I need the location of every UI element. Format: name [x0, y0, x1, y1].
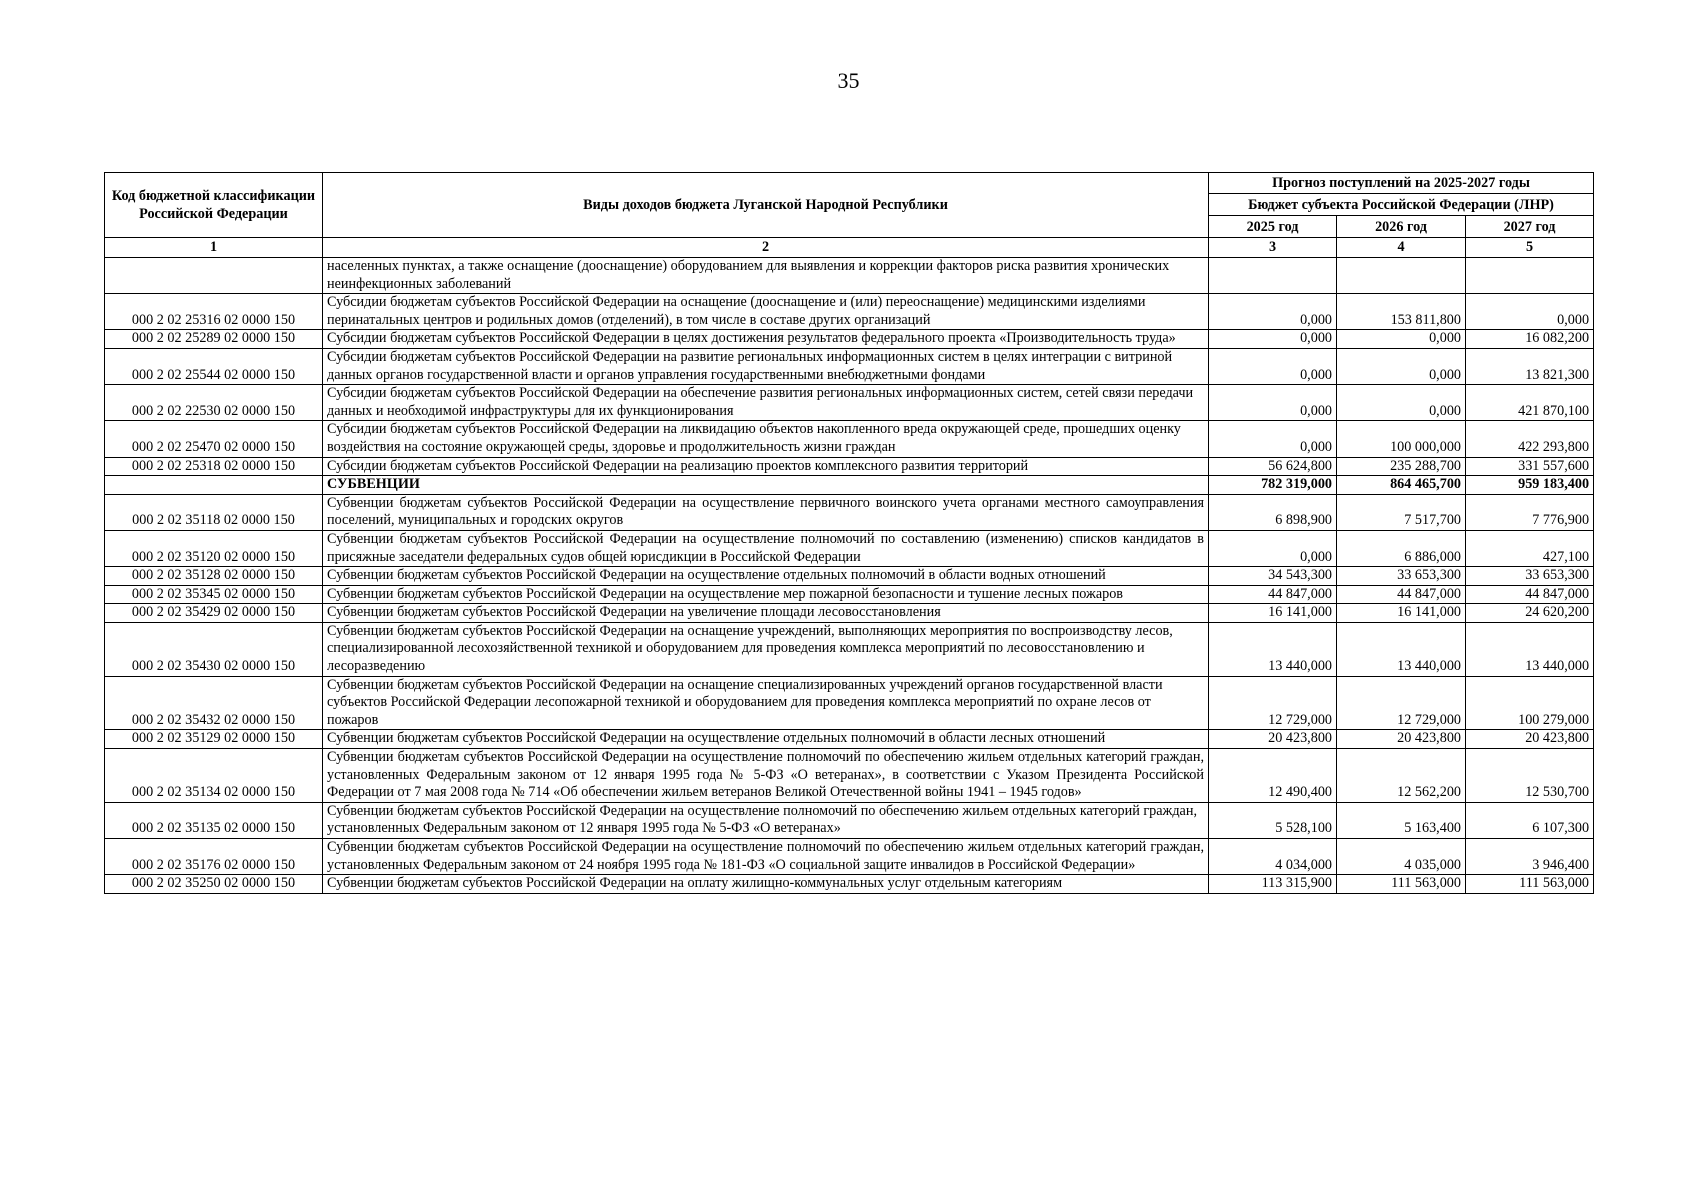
value-2025-cell: 12 490,400: [1209, 749, 1337, 803]
value-2027-cell: 421 870,100: [1466, 385, 1594, 421]
table-row: [105, 294, 1594, 330]
name-cell: Субвенции бюджетам субъектов Российской Федерации на оплату жилищно-коммунальных услуг отдельным категориям: [323, 875, 1209, 894]
value-2027-cell: 111 563,000: [1466, 875, 1594, 894]
column-number: 3: [1209, 238, 1337, 258]
header-name: Виды доходов бюджета Луганской Народной Республики: [323, 173, 1209, 238]
value-2026-cell: 13 440,000: [1337, 622, 1466, 676]
value-2026-cell: 864 465,700: [1337, 476, 1466, 495]
table-row: [105, 676, 1594, 730]
value-2026-cell: 0,000: [1337, 385, 1466, 421]
value-2026-cell: 12 729,000: [1337, 676, 1466, 730]
header-year-2026: 2026 год: [1337, 216, 1466, 238]
table-row: [105, 330, 1594, 349]
header-budget: Бюджет субъекта Российской Федерации (ЛНР): [1209, 194, 1594, 216]
value-2026-cell: 7 517,700: [1337, 494, 1466, 530]
name-cell: Субвенции бюджетам субъектов Российской Федерации на увеличение площади лесовосстановления: [323, 604, 1209, 623]
header-year-2027: 2027 год: [1466, 216, 1594, 238]
name-cell: Субсидии бюджетам субъектов Российской Федерации в целях достижения результатов федерального проекта «Производительность труда»: [323, 330, 1209, 349]
value-2027-cell: 100 279,000: [1466, 676, 1594, 730]
code-cell: 000 2 02 35135 02 0000 150: [105, 802, 323, 838]
header-year-2025: 2025 год: [1209, 216, 1337, 238]
table-row: [105, 839, 1594, 875]
value-2025-cell: 20 423,800: [1209, 730, 1337, 749]
value-2025-cell: 0,000: [1209, 294, 1337, 330]
code-cell: 000 2 02 35429 02 0000 150: [105, 604, 323, 623]
value-2025-cell: 782 319,000: [1209, 476, 1337, 495]
name-cell: Субвенции бюджетам субъектов Российской Федерации на оснащение учреждений, выполняющих мероприятия по воспроизводству лесов, специализированной лесохозяйственной техникой и оборудованием для проведения комплекса мероприятий по лесовосстановлению и лесоразведению: [323, 622, 1209, 676]
value-2026-cell: 33 653,300: [1337, 567, 1466, 586]
code-cell: 000 2 02 25470 02 0000 150: [105, 421, 323, 457]
table-row: [105, 622, 1594, 676]
code-cell: [105, 258, 323, 294]
value-2025-cell: 13 440,000: [1209, 622, 1337, 676]
revenue-table: [104, 172, 1594, 894]
column-numbers-row: [105, 238, 1594, 258]
code-cell: 000 2 02 35118 02 0000 150: [105, 494, 323, 530]
value-2025-cell: 0,000: [1209, 385, 1337, 421]
value-2027-cell: 6 107,300: [1466, 802, 1594, 838]
name-cell: Субсидии бюджетам субъектов Российской Федерации на реализацию проектов комплексного развития территорий: [323, 457, 1209, 476]
value-2027-cell: 20 423,800: [1466, 730, 1594, 749]
name-cell: Субвенции бюджетам субъектов Российской Федерации на осуществление полномочий по составлению (изменению) списков кандидатов в присяжные заседатели федеральных судов общей юрисдикции в Российской Федерации: [323, 530, 1209, 566]
code-cell: 000 2 02 25544 02 0000 150: [105, 348, 323, 384]
table-row: [105, 875, 1594, 894]
section-row: [105, 476, 1594, 495]
name-cell: Субсидии бюджетам субъектов Российской Федерации на оснащение (дооснащение и (или) переоснащение) медицинскими изделиями перинатальных центров и родильных домов (отделений), в том числе в составе других организаций: [323, 294, 1209, 330]
value-2027-cell: 331 557,600: [1466, 457, 1594, 476]
value-2026-cell: 44 847,000: [1337, 585, 1466, 604]
name-cell: Субвенции бюджетам субъектов Российской Федерации на осуществление мер пожарной безопасности и тушение лесных пожаров: [323, 585, 1209, 604]
value-2027-cell: 422 293,800: [1466, 421, 1594, 457]
name-cell: СУБВЕНЦИИ: [323, 476, 1209, 495]
value-2027-cell: 0,000: [1466, 294, 1594, 330]
table-row: [105, 385, 1594, 421]
value-2026-cell: [1337, 258, 1466, 294]
table-row: [105, 730, 1594, 749]
value-2026-cell: 100 000,000: [1337, 421, 1466, 457]
value-2027-cell: 24 620,200: [1466, 604, 1594, 623]
value-2026-cell: 0,000: [1337, 330, 1466, 349]
value-2027-cell: 44 847,000: [1466, 585, 1594, 604]
value-2027-cell: 12 530,700: [1466, 749, 1594, 803]
name-cell: Субвенции бюджетам субъектов Российской Федерации на осуществление полномочий по обеспечению жильем отдельных категорий граждан, установленных Федеральным законом от 12 января 1995 года № 5-ФЗ «О ветеранах»: [323, 802, 1209, 838]
value-2027-cell: 33 653,300: [1466, 567, 1594, 586]
code-cell: 000 2 02 25289 02 0000 150: [105, 330, 323, 349]
header-forecast: Прогноз поступлений на 2025-2027 годы: [1209, 173, 1594, 194]
value-2025-cell: 34 543,300: [1209, 567, 1337, 586]
code-cell: 000 2 02 22530 02 0000 150: [105, 385, 323, 421]
value-2025-cell: 0,000: [1209, 530, 1337, 566]
name-cell: Субсидии бюджетам субъектов Российской Федерации на ликвидацию объектов накопленного вреда окружающей среде, прошедших оценку воздействия на состояние окружающей среды, здоровье и продолжительность жизни граждан: [323, 421, 1209, 457]
name-cell: Субвенции бюджетам субъектов Российской Федерации на осуществление полномочий по обеспечению жильем отдельных категорий граждан, установленных Федеральным законом от 24 ноября 1995 года № 181-ФЗ «О социальной защите инвалидов в Российской Федерации»: [323, 839, 1209, 875]
name-cell: Субсидии бюджетам субъектов Российской Федерации на развитие региональных информационных систем в целях интеграции с витриной данных органов государственной власти и органов управления государственными внебюджетными фондами: [323, 348, 1209, 384]
value-2026-cell: 12 562,200: [1337, 749, 1466, 803]
value-2025-cell: 4 034,000: [1209, 839, 1337, 875]
name-cell: Субвенции бюджетам субъектов Российской Федерации на осуществление полномочий по обеспечению жильем отдельных категорий граждан, установленных Федеральным законом от 12 января 1995 года № 5-ФЗ «О ветеранах», в соответствии с Указом Президента Российской Федерации от 7 мая 2008 года № 714 «Об обеспечении жильем ветеранов Великой Отечественной войны 1941 – 1945 годов»: [323, 749, 1209, 803]
code-cell: 000 2 02 35345 02 0000 150: [105, 585, 323, 604]
value-2025-cell: 113 315,900: [1209, 875, 1337, 894]
value-2025-cell: [1209, 258, 1337, 294]
value-2025-cell: 6 898,900: [1209, 494, 1337, 530]
value-2026-cell: 153 811,800: [1337, 294, 1466, 330]
value-2027-cell: [1466, 258, 1594, 294]
value-2027-cell: 427,100: [1466, 530, 1594, 566]
table-row: [105, 749, 1594, 803]
value-2025-cell: 5 528,100: [1209, 802, 1337, 838]
table-row: [105, 348, 1594, 384]
value-2026-cell: 16 141,000: [1337, 604, 1466, 623]
value-2027-cell: 3 946,400: [1466, 839, 1594, 875]
name-cell: Субвенции бюджетам субъектов Российской Федерации на оснащение специализированных учреждений органов государственной власти субъектов Российской Федерации лесопожарной техникой и оборудованием для проведения комплекса мероприятий по охране лесов от пожаров: [323, 676, 1209, 730]
code-cell: 000 2 02 35176 02 0000 150: [105, 839, 323, 875]
header-code: Код бюджетной классификации Российской Федерации: [105, 173, 323, 238]
code-cell: 000 2 02 35128 02 0000 150: [105, 567, 323, 586]
value-2026-cell: 20 423,800: [1337, 730, 1466, 749]
value-2027-cell: 13 440,000: [1466, 622, 1594, 676]
value-2025-cell: 0,000: [1209, 348, 1337, 384]
table-row: [105, 494, 1594, 530]
table-row: [105, 258, 1594, 294]
table-row: [105, 421, 1594, 457]
value-2025-cell: 16 141,000: [1209, 604, 1337, 623]
code-cell: 000 2 02 35134 02 0000 150: [105, 749, 323, 803]
code-cell: 000 2 02 35250 02 0000 150: [105, 875, 323, 894]
name-cell: населенных пунктах, а также оснащение (дооснащение) оборудованием для выявления и коррекции факторов риска развития хронических неинфекционных заболеваний: [323, 258, 1209, 294]
code-cell: 000 2 02 25316 02 0000 150: [105, 294, 323, 330]
code-cell: 000 2 02 35129 02 0000 150: [105, 730, 323, 749]
value-2027-cell: 7 776,900: [1466, 494, 1594, 530]
column-number: 2: [323, 238, 1209, 258]
value-2026-cell: 6 886,000: [1337, 530, 1466, 566]
value-2025-cell: 44 847,000: [1209, 585, 1337, 604]
value-2025-cell: 0,000: [1209, 421, 1337, 457]
code-cell: 000 2 02 35430 02 0000 150: [105, 622, 323, 676]
table-row: [105, 604, 1594, 623]
table-row: [105, 585, 1594, 604]
value-2026-cell: 4 035,000: [1337, 839, 1466, 875]
table-row: [105, 457, 1594, 476]
table-row: [105, 530, 1594, 566]
column-number: 5: [1466, 238, 1594, 258]
name-cell: Субвенции бюджетам субъектов Российской Федерации на осуществление отдельных полномочий в области водных отношений: [323, 567, 1209, 586]
value-2025-cell: 12 729,000: [1209, 676, 1337, 730]
value-2026-cell: 111 563,000: [1337, 875, 1466, 894]
value-2026-cell: 235 288,700: [1337, 457, 1466, 476]
code-cell: 000 2 02 35120 02 0000 150: [105, 530, 323, 566]
table-row: [105, 567, 1594, 586]
code-cell: 000 2 02 25318 02 0000 150: [105, 457, 323, 476]
table-row: [105, 802, 1594, 838]
name-cell: Субвенции бюджетам субъектов Российской Федерации на осуществление отдельных полномочий в области лесных отношений: [323, 730, 1209, 749]
code-cell: 000 2 02 35432 02 0000 150: [105, 676, 323, 730]
value-2027-cell: 16 082,200: [1466, 330, 1594, 349]
value-2027-cell: 959 183,400: [1466, 476, 1594, 495]
value-2027-cell: 13 821,300: [1466, 348, 1594, 384]
column-number: 1: [105, 238, 323, 258]
name-cell: Субвенции бюджетам субъектов Российской Федерации на осуществление первичного воинского учета органами местного самоуправления поселений, муниципальных и городских округов: [323, 494, 1209, 530]
value-2026-cell: 0,000: [1337, 348, 1466, 384]
page-number: 35: [837, 68, 860, 93]
value-2025-cell: 0,000: [1209, 330, 1337, 349]
name-cell: Субсидии бюджетам субъектов Российской Федерации на обеспечение развития региональных информационных систем, сетей связи передачи данных и необходимой инфраструктуры для их функционирования: [323, 385, 1209, 421]
code-cell: [105, 476, 323, 495]
column-number: 4: [1337, 238, 1466, 258]
value-2026-cell: 5 163,400: [1337, 802, 1466, 838]
value-2025-cell: 56 624,800: [1209, 457, 1337, 476]
